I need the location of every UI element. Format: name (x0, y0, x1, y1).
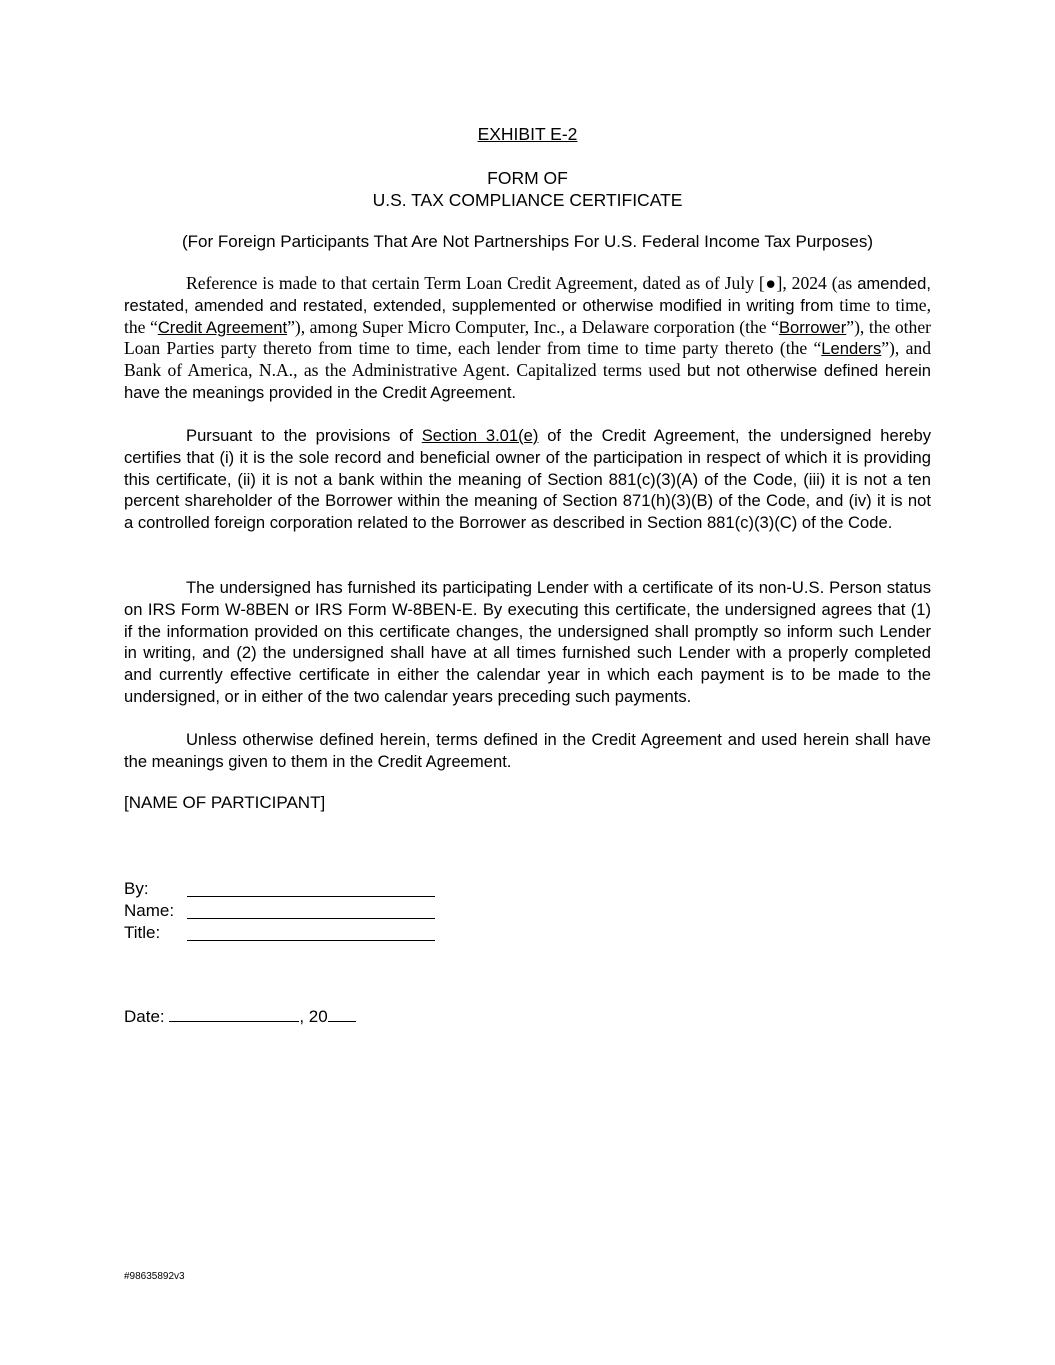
form-of-heading: FORM OF (487, 168, 568, 188)
defined-term-lenders: Lenders (821, 339, 882, 359)
by-label: By: (124, 879, 149, 898)
certificate-subtitle: (For Foreign Participants That Are Not Partnerships For U.S. Federal Income Tax Purposes) (182, 232, 873, 251)
title-label: Title: (124, 923, 161, 942)
certificate-title: U.S. TAX COMPLIANCE CERTIFICATE (372, 190, 683, 210)
paragraph-2-part-1: Pursuant to the provisions of (186, 426, 422, 445)
date-year-prefix: , 20 (299, 1007, 328, 1026)
paragraph-2-part-2: of the Credit Agreement, the undersigned hereby certifies that (i) it is the sole record and beneficial owner of the participation in respect of which it is providing this certificate, (ii) it is not a bank within the meaning of Section 881(c)(3)(A) of the Code, (iii) it is not a ten percent shareholder of the Borrower within the meaning of Section 871(h)(3)(B) of the Code, and (iv) it is not a controlled foreign corporation related to the Borrower as described in Section 881(c)(3)(C) of the Code. (124, 426, 931, 533)
participant-name-placeholder: [NAME OF PARTICIPANT] (124, 793, 326, 812)
date-label: Date: (124, 1007, 170, 1026)
paragraph-1-part-1: Reference is made to that certain Term Loan Credit Agreement, dated as of July [●], 2024 (as (186, 273, 858, 293)
paragraph-definitions: Unless otherwise defined herein, terms defined in the Credit Agreement and used herein shall have the meanings given to them in the Credit Agreement. (124, 730, 931, 771)
paragraph-1-part-7: but not otherwise defined herein have the meanings provided in the Credit Agreement. (124, 361, 931, 402)
paragraph-1-part-2: amended, restated, amended and restated, extended, supplemented or otherwise modified in writing from (124, 274, 931, 315)
paragraph-certification (124, 425, 931, 534)
date-row (124, 1007, 356, 1027)
form-title-block (124, 167, 931, 211)
defined-term-credit-agreement: Credit Agreement (157, 317, 288, 337)
name-signature-line[interactable] (187, 918, 435, 919)
paragraph-form-w8ben: The undersigned has furnished its participating Lender with a certificate of its non-U.S. Person status on IRS Form W-8BEN or IRS Form W-8BEN-E. By executing this certificate, the undersigned agrees that (1) if the information provided on this certificate changes, the undersigned shall promptly so inform such Lender in writing, and (2) the undersigned shall have at all times furnished such Lender with a properly completed and currently effective certificate in either the calendar year in which each payment is to be made to the undersigned, or in either of the two calendar years preceding such payments. (124, 578, 931, 706)
year-blank-line[interactable] (328, 1020, 356, 1022)
title-signature-line[interactable] (187, 940, 435, 941)
by-signature-line[interactable] (187, 896, 435, 897)
section-reference: Section 3.01(e) (421, 426, 539, 445)
date-blank-line[interactable] (169, 1020, 299, 1022)
exhibit-title: EXHIBIT E-2 (477, 124, 578, 144)
name-label: Name: (124, 901, 175, 920)
paragraph-1-part-5: ”), the other Loan Parties party thereto from time to time, each lender from time to time party thereto (the “ (124, 316, 931, 359)
paragraph-1-part-6: ”), and Bank of America, N.A., as the Administrative Agent. Capitalized terms used (124, 338, 931, 381)
paragraph-1-part-3: time to time, the “ (124, 294, 932, 337)
paragraph-reference (124, 273, 931, 404)
paragraph-1-part-4: ”), among Super Micro Computer, Inc., a Delaware corporation (the “ (287, 316, 779, 337)
document-id: #98635892v3 (124, 1271, 185, 1282)
defined-term-borrower: Borrower (778, 317, 847, 337)
